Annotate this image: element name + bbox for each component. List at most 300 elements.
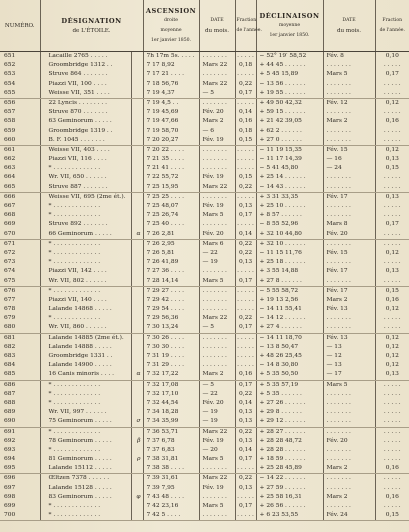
declination: + 28 28 . . . . . .	[256, 446, 323, 455]
star-designation: Lalande 14885 (2me ét.).	[40, 333, 131, 343]
table-row	[0, 98, 409, 108]
star-number: 685	[0, 370, 40, 380]
star-number: 655	[0, 89, 40, 99]
dec-year-fraction: . . . . .	[375, 408, 409, 417]
dec-observation-date: Fév. 17	[323, 286, 375, 296]
star-greek-letter	[131, 155, 143, 164]
star-designation: 63 Geminorum . . . . .	[40, 117, 131, 126]
ra-year-fraction: 0,22	[235, 249, 256, 258]
dec-year-fraction: . . . . .	[375, 390, 409, 399]
dec-year-fraction: 0,13	[375, 192, 409, 202]
dec-year-fraction: . . . . .	[375, 173, 409, 182]
ra-year-fraction: 0,13	[235, 202, 256, 211]
ra-observation-date: Mars 22	[199, 80, 235, 89]
star-designation: * . . . . . . . . . . . . .	[40, 446, 131, 455]
star-greek-letter	[131, 52, 143, 62]
ra-year-fraction: 0,22	[235, 474, 256, 484]
right-ascension: 7 31 29 . . . .	[143, 361, 199, 370]
star-greek-letter	[131, 352, 143, 361]
star-designation: Lacaille 2765 . . . . .	[40, 52, 131, 62]
dec-year-fraction: 0,17	[375, 70, 409, 79]
ra-year-fraction: 0,17	[235, 277, 256, 287]
star-number: 659	[4, 127, 16, 134]
star-greek-letter	[131, 136, 143, 146]
declination: + 25 18 . . . . . .	[256, 258, 323, 267]
table-row	[0, 211, 409, 220]
dec-year-fraction: 0,12	[375, 305, 409, 314]
ra-observation-date: . . . . . . .	[199, 52, 235, 62]
header-date-ra-title: DATE	[210, 17, 224, 23]
star-designation: * . . . . . . . . . . . . .	[40, 399, 131, 408]
ra-observation-date: . . . . . . .	[199, 70, 235, 79]
ra-observation-date: . . . . . . .	[199, 305, 235, 314]
table-row	[0, 239, 409, 249]
right-ascension: 7 20 20,27	[143, 136, 199, 146]
ra-observation-date: . . . . . . .	[199, 98, 235, 108]
declination: + 21 42 39,05	[256, 117, 323, 126]
ra-year-fraction: 0,22	[235, 427, 256, 437]
star-designation: 22 Lyncis . . . . . . . .	[40, 98, 131, 108]
dec-observation-date: . . . . . . .	[323, 173, 375, 182]
right-ascension: 7 34 35,99	[143, 417, 199, 427]
star-greek-letter	[131, 249, 143, 258]
declination: − 14 22 . . . . . .	[256, 474, 323, 484]
declination: + 27 26 . . . . . .	[256, 399, 323, 408]
dec-year-fraction: 0,12	[375, 98, 409, 108]
declination: + 32 10 . . . . . .	[256, 239, 323, 249]
dec-year-fraction: . . . . .	[375, 314, 409, 323]
ra-observation-date: . . . . . . .	[199, 493, 235, 502]
star-number: 697	[4, 484, 16, 491]
ra-year-fraction: 0,18	[235, 127, 256, 136]
table-row	[0, 296, 409, 305]
table-row	[0, 145, 409, 155]
ra-year-fraction: . . . . .	[235, 220, 256, 229]
table-row	[0, 286, 409, 296]
star-number: 671	[4, 240, 16, 247]
star-designation: B. F. 1045 . . . . . . .	[40, 136, 131, 146]
table-row	[0, 61, 409, 70]
dec-year-fraction: . . . . .	[375, 277, 409, 287]
dec-observation-date: . . . . . . .	[323, 80, 375, 89]
star-number: 679	[4, 315, 16, 322]
ra-year-fraction: 0,17	[235, 89, 256, 99]
dec-observation-date: — 13	[323, 361, 375, 370]
ra-year-fraction: 0,16	[235, 117, 256, 126]
ra-year-fraction: 0,14	[235, 399, 256, 408]
star-number: 652	[4, 62, 16, 69]
star-number: 691	[4, 428, 16, 435]
dec-year-fraction: . . . . .	[375, 127, 409, 136]
star-designation: Wr. VII, 650 . . . . . .	[40, 173, 131, 182]
table-row	[0, 399, 409, 408]
star-designation: 75 Geminorum . . . . .	[40, 417, 131, 427]
star-number: 680	[0, 323, 40, 333]
ra-year-fraction: . . . . .	[235, 493, 256, 502]
dec-observation-date: Mars 5	[323, 380, 375, 390]
right-ascension: 7 18 56,76	[143, 80, 199, 89]
declination: + 19 55 . . . . . .	[256, 89, 323, 99]
declination: − 14 11 55,41	[256, 305, 323, 314]
star-designation: Piazzi VII, 140 . . . .	[40, 296, 131, 305]
dec-year-fraction: . . . . .	[375, 202, 409, 211]
ra-observation-date: — 22	[199, 390, 235, 399]
right-ascension: 7 43 48 . . . .	[143, 493, 199, 502]
star-greek-letter: σ	[131, 417, 143, 427]
table-row	[0, 89, 409, 99]
table-row	[0, 127, 409, 136]
ra-observation-date: . . . . . . .	[199, 511, 235, 521]
header-ascension	[143, 0, 199, 52]
header-numero	[0, 0, 40, 52]
table-row	[0, 370, 409, 380]
table-row	[0, 427, 409, 437]
ra-observation-date: . . . . . . .	[199, 296, 235, 305]
ra-year-fraction: 0,17	[235, 502, 256, 511]
dec-year-fraction: . . . . .	[375, 446, 409, 455]
dec-year-fraction: 0,12	[375, 361, 409, 370]
dec-observation-date: Mars 5	[323, 70, 375, 79]
ra-observation-date: Mars 5	[199, 211, 235, 220]
star-designation: 66 Geminorum . . . . .	[40, 230, 131, 240]
dec-year-fraction: . . . . .	[375, 455, 409, 464]
star-designation: Lalande 14868 . . . . .	[40, 305, 131, 314]
star-number: 654	[4, 80, 16, 87]
star-number: 673	[4, 259, 16, 266]
ra-year-fraction: . . . . .	[235, 333, 256, 343]
declination: + 8 57 . . . . . .	[256, 211, 323, 220]
declination: + 27 4 . . . . . .	[256, 323, 323, 333]
star-greek-letter	[131, 220, 143, 229]
star-designation: * . . . . . . . . . . . . .	[40, 164, 131, 173]
dec-observation-date: . . . . . . .	[323, 446, 375, 455]
declination: + 29 8 . . . . . .	[256, 408, 323, 417]
declination: + 44 45 . . . . . .	[256, 61, 323, 70]
star-greek-letter	[131, 173, 143, 182]
ra-observation-date: Fév. 19	[199, 437, 235, 446]
ra-observation-date: Fév. 19	[199, 202, 235, 211]
declination: + 28 28 48,72	[256, 437, 323, 446]
dec-observation-date: Fév. 17	[323, 267, 375, 276]
star-greek-letter	[131, 89, 143, 99]
table-row	[0, 511, 409, 521]
declination: + 19 13 2,56	[256, 296, 323, 305]
ra-observation-date: Mars 22	[199, 61, 235, 70]
ra-observation-date: — 19	[199, 408, 235, 417]
star-number: 670	[0, 230, 40, 240]
right-ascension: 7 42 23,16	[143, 502, 199, 511]
ra-observation-date: . . . . . . .	[199, 192, 235, 202]
dec-year-fraction: . . . . .	[375, 417, 409, 427]
catalogue-body	[0, 52, 409, 521]
header-declinaison	[256, 0, 323, 52]
dec-year-fraction: . . . . .	[375, 183, 409, 193]
dec-observation-date: . . . . . . .	[323, 211, 375, 220]
star-designation: Groombridge 1331 . .	[40, 352, 131, 361]
ra-year-fraction: 0,22	[235, 80, 256, 89]
ra-observation-date: . . . . . . .	[199, 164, 235, 173]
star-designation: 83 Geminorum . . . . .	[40, 493, 131, 502]
dec-observation-date: Fév. 24	[323, 511, 375, 521]
right-ascension: 7 28 14,14	[143, 277, 199, 287]
dec-year-fraction: . . . . .	[375, 484, 409, 493]
star-greek-letter	[131, 511, 143, 521]
right-ascension: 7 30 30 . . . .	[143, 343, 199, 352]
ra-year-fraction: 0,17	[235, 380, 256, 390]
declination: + 3 55 14,88	[256, 267, 323, 276]
ra-year-fraction: 0,18	[235, 61, 256, 70]
star-number: 693	[4, 446, 16, 453]
declination: + 59 15 . . . . . .	[256, 108, 323, 117]
dec-observation-date: . . . . . . .	[323, 474, 375, 484]
star-number: 653	[4, 71, 16, 78]
star-number: 656	[4, 99, 16, 106]
declination: + 28 27 . . . . . .	[256, 427, 323, 437]
dec-year-fraction: 0,16	[375, 296, 409, 305]
header-row	[0, 0, 409, 52]
star-greek-letter	[131, 127, 143, 136]
table-row	[0, 258, 409, 267]
table-row	[0, 267, 409, 276]
ra-observation-date: Mars 2	[199, 370, 235, 380]
right-ascension: 7 25 15,95	[143, 183, 199, 193]
star-designation: Weisse VII, 695 (2me ét.).	[40, 192, 131, 202]
right-ascension: 7 42 5 . . . .	[143, 511, 199, 521]
dec-observation-date: . . . . . . .	[323, 277, 375, 287]
star-designation: Weisse VII, 403 . . . .	[40, 145, 131, 155]
star-designation: Wr. VII, 860 . . . . . .	[40, 323, 131, 333]
table-row	[0, 164, 409, 173]
header-fraction-dec	[375, 0, 409, 52]
ra-observation-date: — 22	[199, 249, 235, 258]
ra-year-fraction: . . . . .	[235, 343, 256, 352]
ra-observation-date: Mars 5	[199, 502, 235, 511]
dec-observation-date: . . . . . . .	[323, 183, 375, 193]
dec-year-fraction: . . . . .	[375, 89, 409, 99]
dec-year-fraction: . . . . .	[375, 239, 409, 249]
star-designation: Groombridge 1312 . .	[40, 61, 131, 70]
table-row	[0, 333, 409, 343]
dec-observation-date: Fév. 12	[323, 98, 375, 108]
ra-year-fraction: . . . . .	[235, 145, 256, 155]
declination: + 25 14 . . . . . .	[256, 173, 323, 182]
ra-year-fraction: 0,14	[235, 230, 256, 240]
star-number: 663	[4, 165, 16, 172]
star-greek-letter	[131, 267, 143, 276]
dec-observation-date: . . . . . . .	[323, 399, 375, 408]
header-declinaison-title: DÉCLINAISON	[259, 11, 320, 20]
header-numero-label: NUMÉRO.	[4, 22, 35, 29]
header-designation-sub: de L'ÉTOILE.	[72, 27, 111, 34]
star-number: 692	[4, 437, 16, 444]
declination: − 11 15 11,76	[256, 249, 323, 258]
star-number: 664	[4, 174, 16, 181]
right-ascension: 7 22 55,72	[143, 173, 199, 182]
star-designation: Struve 864 . . . . . . .	[40, 70, 131, 79]
declination: + 3 31 33,35	[256, 192, 323, 202]
declination: + 27 8 . . . . . .	[256, 277, 323, 287]
dec-year-fraction: 0,13	[375, 267, 409, 276]
header-date-ra-sub: du mois.	[204, 27, 230, 34]
ra-observation-date: — 5	[199, 323, 235, 333]
header-declinaison-sub2: 1er janvier 1850.	[269, 32, 310, 38]
header-designation-title: DÉSIGNATION	[61, 16, 122, 25]
star-designation: Lalande 15112 . . . . .	[40, 464, 131, 474]
table-row	[0, 249, 409, 258]
ra-observation-date: Fév. 20	[199, 230, 235, 240]
star-designation: Struve 870 . . . . . . .	[40, 108, 131, 117]
dec-year-fraction: 0,16	[375, 493, 409, 502]
declination: + 62 2 . . . . . .	[256, 127, 323, 136]
declination: + 6 23 53,55	[256, 511, 323, 521]
table-row	[0, 484, 409, 493]
ra-observation-date: . . . . . . .	[199, 155, 235, 164]
dec-year-fraction: 0,15	[375, 164, 409, 173]
right-ascension: 7 36 53,71	[143, 427, 199, 437]
dec-observation-date: Mars 8	[323, 220, 375, 229]
declination: + 25 58 16,31	[256, 493, 323, 502]
right-ascension: 7 29 27 . . . .	[143, 286, 199, 296]
dec-year-fraction: . . . . .	[375, 230, 409, 240]
dec-observation-date: . . . . . . .	[323, 455, 375, 464]
dec-observation-date: Fév. 13	[323, 305, 375, 314]
header-declinaison-sub1: moyenne	[278, 22, 301, 28]
right-ascension: 7 30 26 . . . .	[143, 333, 199, 343]
dec-observation-date: Fév. 15	[323, 249, 375, 258]
star-designation: * . . . . . . . . . . . . .	[40, 286, 131, 296]
table-row	[0, 305, 409, 314]
star-greek-letter	[131, 80, 143, 89]
dec-year-fraction: 0,16	[375, 464, 409, 474]
table-row	[0, 277, 409, 287]
dec-year-fraction: 0,12	[375, 249, 409, 258]
dec-year-fraction: 0,17	[375, 220, 409, 229]
star-number: 700	[0, 511, 40, 521]
table-row	[0, 323, 409, 333]
star-designation: Piazzi VII, 100 . . . .	[40, 80, 131, 89]
dec-year-fraction: . . . . .	[375, 427, 409, 437]
star-designation: * . . . . . . . . . . . . .	[40, 239, 131, 249]
dec-year-fraction: . . . . .	[375, 323, 409, 333]
header-fraction-dec-sub: de l'année.	[379, 27, 405, 33]
dec-year-fraction: 0,12	[375, 333, 409, 343]
star-greek-letter	[131, 286, 143, 296]
header-fraction-ra-sub: de l'année.	[236, 27, 262, 33]
right-ascension: 7 19 4,5 . .	[143, 98, 199, 108]
table-row	[0, 155, 409, 164]
star-designation: * . . . . . . . . . . . . .	[40, 380, 131, 390]
star-designation: Piazzi VII, 142 . . . .	[40, 267, 131, 276]
table-row	[0, 117, 409, 126]
star-greek-letter	[131, 277, 143, 287]
dec-year-fraction: . . . . .	[375, 61, 409, 70]
star-number: 696	[4, 475, 16, 482]
table-row	[0, 464, 409, 474]
star-greek-letter	[131, 390, 143, 399]
ra-observation-date: . . . . . . .	[199, 333, 235, 343]
star-designation: 78 Geminorum . . . . .	[40, 437, 131, 446]
dec-year-fraction: . . . . .	[375, 258, 409, 267]
star-designation: * . . . . . . . . . . . . .	[40, 314, 131, 323]
right-ascension: 7 37 6,83	[143, 446, 199, 455]
ra-year-fraction: . . . . .	[235, 286, 256, 296]
star-designation: * . . . . . . . . . . . . .	[40, 502, 131, 511]
dec-year-fraction: 0,16	[375, 117, 409, 126]
star-number: 695	[0, 464, 40, 474]
ra-year-fraction: 0,13	[235, 408, 256, 417]
declination: + 27 0 . . . . . .	[256, 136, 323, 146]
header-designation	[40, 0, 143, 52]
ra-year-fraction: 0,14	[235, 446, 256, 455]
ra-year-fraction: 0,13	[235, 417, 256, 427]
star-number: 669	[4, 221, 16, 228]
star-designation: Weisse VII, 351 . . . .	[40, 89, 131, 99]
star-designation: * . . . . . . . . . . . . .	[40, 390, 131, 399]
dec-year-fraction: . . . . .	[375, 108, 409, 117]
star-number: 681	[4, 334, 16, 341]
declination: + 26 56 . . . . . .	[256, 502, 323, 511]
dec-observation-date: . . . . . . .	[323, 427, 375, 437]
ra-observation-date: Fév. 20	[199, 399, 235, 408]
right-ascension: 7 25 25 . . . .	[143, 192, 199, 202]
star-greek-letter	[131, 296, 143, 305]
ra-year-fraction: . . . . .	[235, 164, 256, 173]
star-greek-letter	[131, 239, 143, 249]
right-ascension: 7 37 6,78	[143, 437, 199, 446]
ra-year-fraction: . . . . .	[235, 52, 256, 62]
ra-year-fraction: . . . . .	[235, 155, 256, 164]
table-row	[0, 455, 409, 464]
header-fraction-dec-title: Fraction	[382, 17, 403, 23]
star-greek-letter	[131, 145, 143, 155]
table-row	[0, 230, 409, 240]
ra-observation-date: — 19	[199, 417, 235, 427]
dec-year-fraction: . . . . .	[375, 399, 409, 408]
dec-observation-date: . . . . . . .	[323, 408, 375, 417]
star-greek-letter	[131, 333, 143, 343]
table-row	[0, 502, 409, 511]
right-ascension: 7 29 56,36	[143, 314, 199, 323]
header-ascension-title: ASCENSION	[145, 6, 197, 15]
ra-year-fraction: . . . . .	[235, 98, 256, 108]
right-ascension: 7 26 41,89	[143, 258, 199, 267]
dec-observation-date: Fév. 8	[323, 52, 375, 62]
star-greek-letter	[131, 211, 143, 220]
star-greek-letter	[131, 61, 143, 70]
table-row	[0, 220, 409, 229]
ra-observation-date: Mars 22	[199, 183, 235, 193]
dec-year-fraction: . . . . .	[375, 136, 409, 146]
declination: − 14 11 18,70	[256, 333, 323, 343]
header-fraction-ra-title: Fraction	[236, 17, 257, 23]
star-number: 665	[0, 183, 40, 193]
ra-year-fraction: 0,13	[235, 437, 256, 446]
ra-year-fraction: . . . . .	[235, 305, 256, 314]
ra-observation-date: Mars 22	[199, 427, 235, 437]
ra-observation-date: — 6	[199, 127, 235, 136]
dec-observation-date: . . . . . . .	[323, 127, 375, 136]
ra-year-fraction: . . . . .	[235, 296, 256, 305]
right-ascension: 7 32 17,22	[143, 370, 199, 380]
right-ascension: 7 26 2,95	[143, 239, 199, 249]
ra-observation-date: Fév. 19	[199, 484, 235, 493]
declination: − 52° 19′ 58,52	[256, 52, 323, 62]
star-greek-letter	[131, 70, 143, 79]
table-row	[0, 361, 409, 370]
dec-observation-date: Mars 2	[323, 117, 375, 126]
star-greek-letter	[131, 314, 143, 323]
right-ascension: 7 32 17,10	[143, 390, 199, 399]
